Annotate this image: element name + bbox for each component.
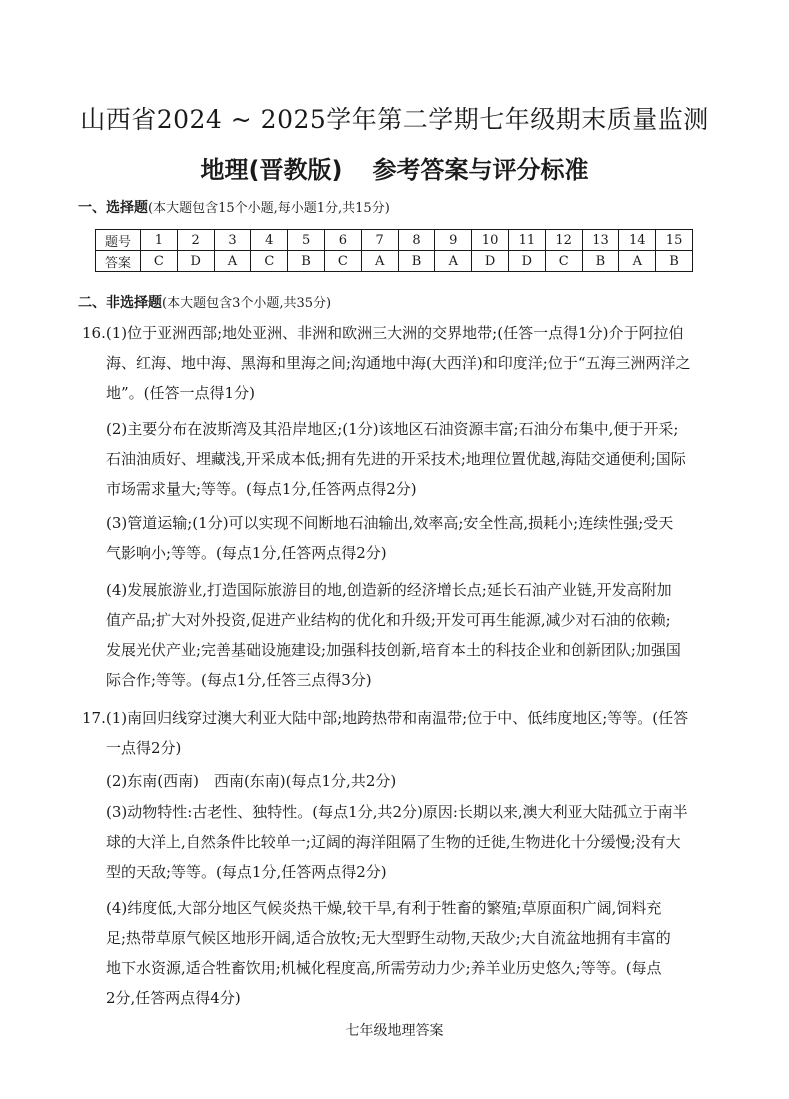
document-type: 参考答案与评分标准 (372, 156, 589, 184)
section2-heading (78, 292, 331, 312)
text-line: (4)发展旅游业,打造国际旅游目的地,创造新的经济增长点;延长石油产业链,开发高附加 (106, 581, 672, 599)
answer-cell: C (545, 251, 582, 272)
q16-part4 (82, 575, 712, 695)
q16-part1 (82, 318, 712, 408)
answer-cell: A (214, 251, 251, 272)
answer-cell: B (582, 251, 619, 272)
question-number: 11 (508, 230, 545, 251)
row-label-number: 题号 (96, 230, 141, 251)
section1-heading (78, 197, 390, 217)
answer-cell: D (472, 251, 509, 272)
text-line: 2分,任答两点得4分) (106, 989, 241, 1007)
answer-cell: C (251, 251, 288, 272)
text-line: 16.(1)位于亚洲西部;地处亚洲、非洲和欧洲三大洲的交界地带;(任答一点得1分)介于阿拉伯 (82, 324, 684, 342)
section1-note: (本大题包含15个小题,每小题1分,共15分) (148, 201, 390, 216)
section2-note: (本大题包含3个小题,共35分) (162, 296, 332, 311)
question-number: 5 (288, 230, 325, 251)
text-line: (3)动物特性:古老性、独特性。(每点1分,共2分)原因:长期以来,澳大利亚大陆孤立于南半 (106, 803, 688, 821)
text-line: 气影响小;等等。(每点1分,任答两点得2分) (106, 544, 387, 562)
section1-title: 一、选择题 (78, 200, 148, 216)
answer-cell: C (141, 251, 178, 272)
text-line: 型的天敌;等等。(每点1分,任答两点得2分) (106, 863, 387, 881)
page-footer: 七年级地理答案 (345, 1023, 444, 1039)
text-line: (2)东南(西南) 西南(东南)(每点1分,共2分) (106, 772, 397, 790)
text-line: 际合作;等等。(每点1分,任答三点得3分) (106, 671, 372, 689)
q16-part3 (82, 508, 712, 568)
q17-part1 (82, 703, 712, 763)
question-number: 15 (656, 230, 693, 251)
text-line: (4)纬度低,大部分地区气候炎热干燥,较干旱,有利于牲畜的繁殖;草原面积广阔,饲料充 (106, 899, 662, 917)
answer-table (95, 229, 693, 272)
text-line: 石油油质好、埋藏浅,开采成本低;拥有先进的开采技术;地理位置优越,海陆交通便利;国际 (106, 450, 686, 468)
question-number: 9 (435, 230, 472, 251)
question-number: 8 (398, 230, 435, 251)
question-number: 4 (251, 230, 288, 251)
text-line: 市场需求量大;等等。(每点1分,任答两点得2分) (106, 480, 417, 498)
question-number: 1 (141, 230, 178, 251)
text-line: 17.(1)南回归线穿过澳大利亚大陆中部;地跨热带和南温带;位于中、低纬度地区;等等。(任答 (82, 709, 689, 727)
answer-cell: D (508, 251, 545, 272)
question-number: 14 (619, 230, 656, 251)
text-line: (3)管道运输;(1分)可以实现不间断地石油输出,效率高;安全性高,损耗小;连续性强;受天 (106, 514, 674, 532)
text-line: 球的大洋上,自然条件比较单一;辽阔的海洋阻隔了生物的迁徙,生物进化十分缓慢;没有大 (106, 833, 681, 851)
q16-part2 (82, 414, 712, 504)
text-line: 一点得2分) (106, 739, 182, 757)
answer-cell: B (288, 251, 325, 272)
text-line: (2)主要分布在波斯湾及其沿岸地区;(1分)该地区石油资源丰富;石油分布集中,便于开采; (106, 420, 679, 438)
text-line: 发展光伏产业;完善基础设施建设;加强科技创新,培育本土的科技企业和创新团队;加强国 (106, 641, 681, 659)
answer-cell: A (435, 251, 472, 272)
subject-edition: 地理(晋教版) (200, 156, 343, 184)
answer-cell: A (619, 251, 656, 272)
answer-cell: D (177, 251, 214, 272)
subject-title (0, 150, 789, 185)
question-number: 7 (361, 230, 398, 251)
question-number: 10 (472, 230, 509, 251)
answer-cell: A (361, 251, 398, 272)
question-number: 13 (582, 230, 619, 251)
text-line: 值产品;扩大对外投资,促进产业结构的优化和升级;开发可再生能源,减少对石油的依赖; (106, 611, 671, 629)
text-line: 足;热带草原气候区地形开阔,适合放牧;无大型野生动物,天敌少;大自流盆地拥有丰富的 (106, 929, 671, 947)
answer-cell: C (324, 251, 361, 272)
text-line: 地”。(任答一点得1分) (106, 384, 255, 402)
exam-title: 山西省2024 ~ 2025学年第二学期七年级期末质量监测 (80, 105, 709, 134)
answer-cell: B (656, 251, 693, 272)
question-number: 3 (214, 230, 251, 251)
row-label-answer: 答案 (96, 251, 141, 272)
table-row-answers (96, 251, 693, 272)
question-number: 2 (177, 230, 214, 251)
q17-part4 (82, 893, 712, 1013)
q17-part3 (82, 797, 712, 887)
question-number: 12 (545, 230, 582, 251)
q17-part2 (82, 766, 712, 796)
answer-cell: B (398, 251, 435, 272)
table-row-numbers (96, 230, 693, 251)
question-number: 6 (324, 230, 361, 251)
text-line: 地下水资源,适合牲畜饮用;机械化程度高,所需劳动力少;养羊业历史悠久;等等。(每点 (106, 959, 662, 977)
section2-title: 二、非选择题 (78, 295, 162, 311)
text-line: 海、红海、地中海、黑海和里海之间;沟通地中海(大西洋)和印度洋;位于“五海三洲两洋之 (106, 354, 691, 372)
